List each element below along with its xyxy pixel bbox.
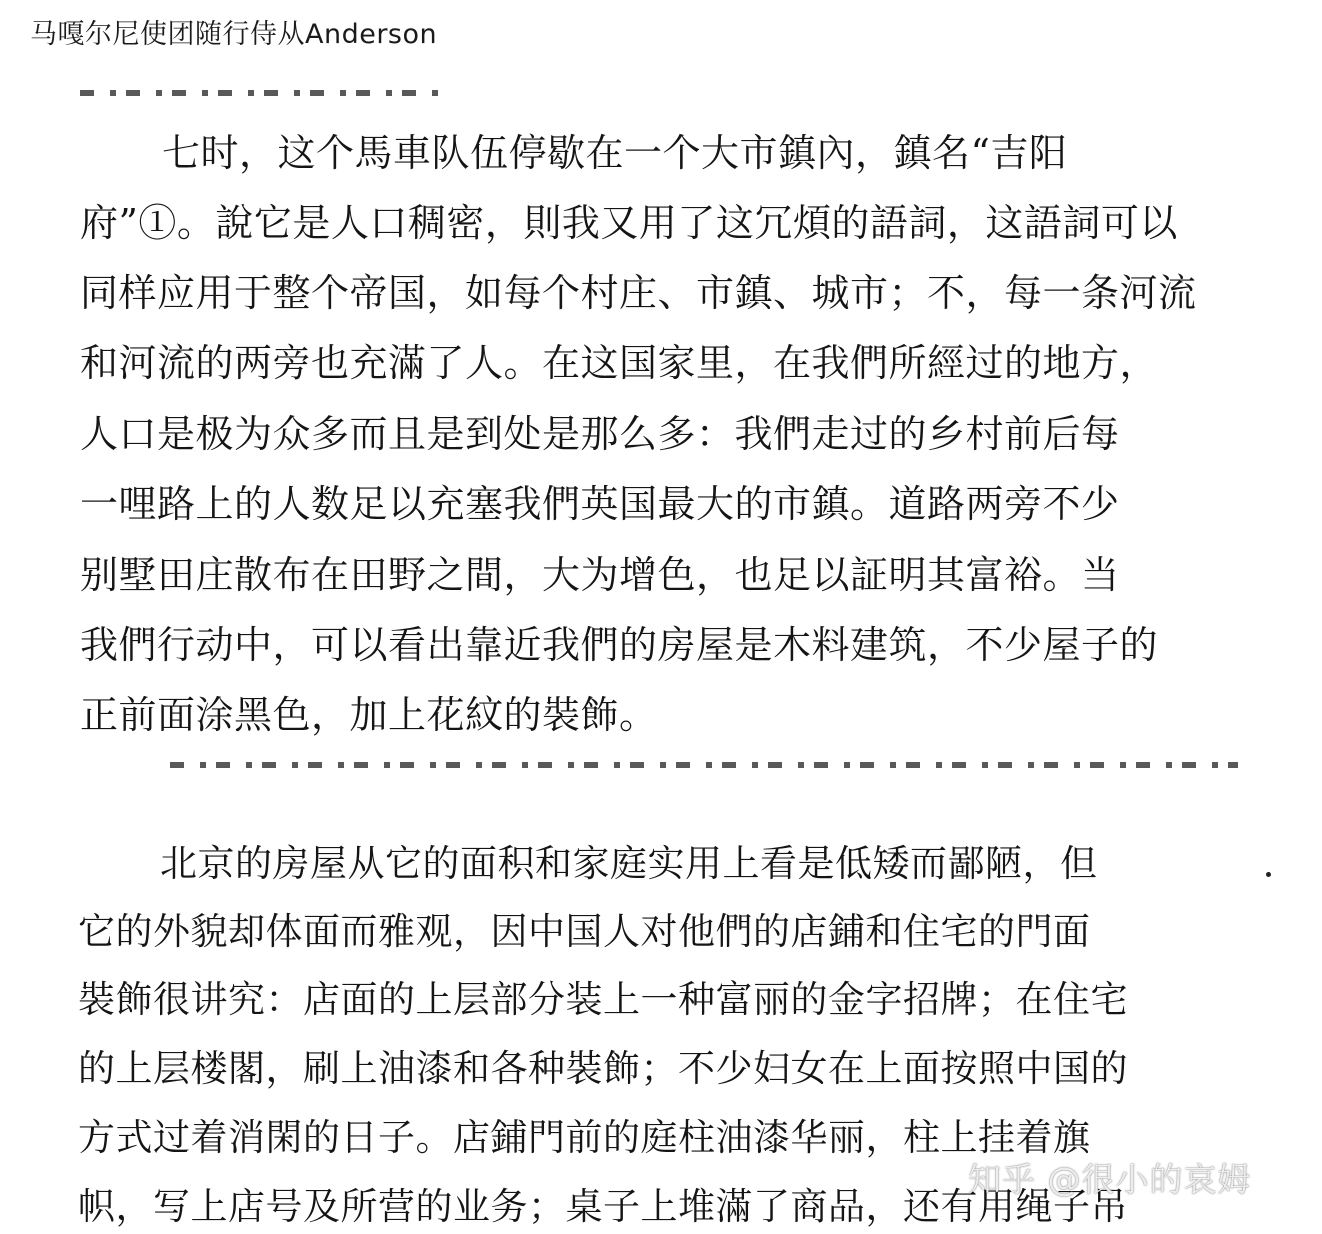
watermark: 知乎 @很小的哀姆 (968, 1160, 1252, 1199)
text-line: 府”①。說它是人口稠密，則我又用了这冗煩的語詞，这語詞可以 (80, 201, 1178, 245)
text-line: 我們行动中，可以看出靠近我們的房屋是木料建筑，不少屋子的 (80, 623, 1159, 667)
text-line: 别墅田庄散布在田野之間，大为增色，也足以証明其富裕。当 (80, 553, 1120, 597)
text-line: 和河流的两旁也充滿了人。在这国家里，在我們所經过的地方， (80, 341, 1159, 385)
text-line: 正前面涂黑色，加上花紋的裝飾。 (80, 693, 658, 737)
text-line: 方式过着消閑的日子。店鋪門前的庭柱油漆华丽，柱上挂着旗 (78, 1116, 1091, 1159)
page-caption: 马嘎尔尼使团随行侍从Anderson (30, 19, 438, 50)
text-line: 人口是极为众多而且是到处是那么多：我們走过的乡村前后每 (80, 412, 1120, 456)
text-line: 帜，写上店号及所营的业务；桌子上堆滿了商品，还有用绳子吊 (78, 1185, 1128, 1228)
text-line: 北京的房屋从它的面积和家庭实用上看是低矮而鄙陋，但 (160, 842, 1098, 885)
text-line: 的上层楼閣，刷上油漆和各种裝飾；不少妇女在上面按照中国的 (78, 1047, 1128, 1090)
text-line: 同样应用于整个帝国，如每个村庄、市鎮、城市；不，每一条河流 (80, 271, 1197, 315)
text-line: 七时，这个馬車队伍停歇在一个大市鎮內，鎮名“吉阳 (162, 131, 1068, 175)
stray-dot (1266, 872, 1271, 877)
text-line: 一哩路上的人数足以充塞我們英国最大的市鎮。道路两旁不少 (80, 482, 1120, 526)
text-line: 裝飾很讲究：店面的上层部分装上一种富丽的金字招牌；在住宅 (78, 978, 1128, 1021)
text-line: 它的外貌却体面而雅观，因中国人对他們的店鋪和住宅的門面 (78, 910, 1091, 953)
